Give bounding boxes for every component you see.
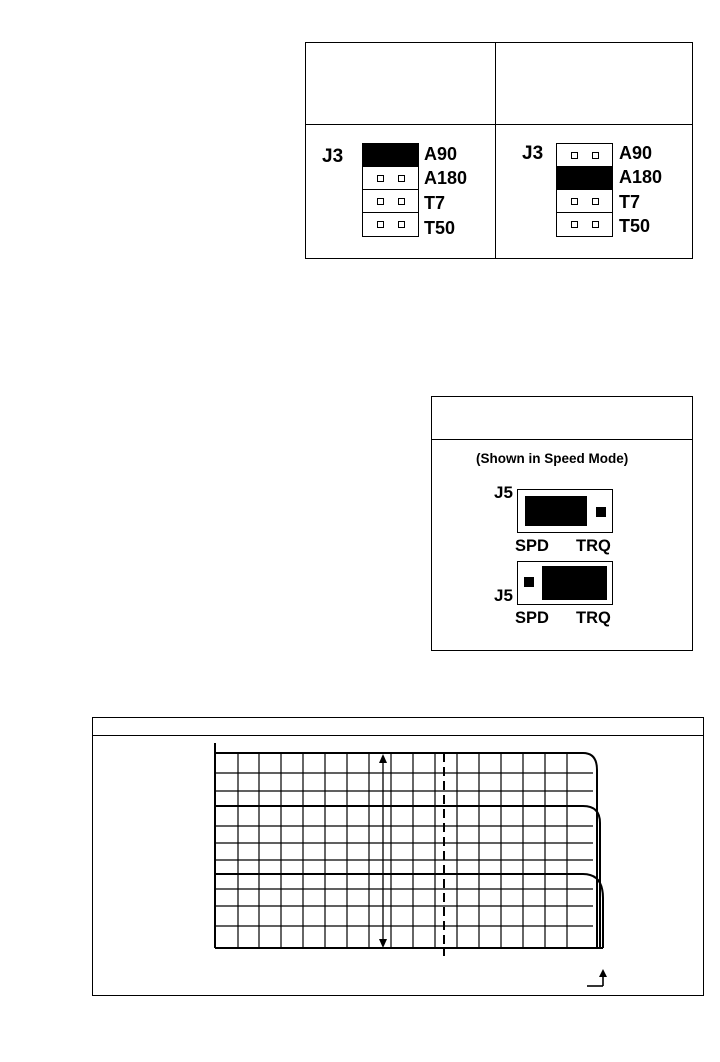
position-label-a90: A90	[619, 143, 653, 163]
j3-label-right: J3	[522, 143, 544, 164]
trq-label-top: TRQ	[576, 537, 611, 555]
pin-icon	[524, 577, 534, 587]
pin-icon	[592, 221, 599, 228]
pin-icon	[571, 152, 578, 159]
pin-icon	[592, 152, 599, 159]
spd-label-bottom: SPD	[515, 609, 549, 627]
spd-label-top: SPD	[515, 537, 549, 555]
position-label-a180: A180	[424, 168, 468, 188]
position-label-a90: A90	[424, 144, 458, 164]
j3-jumper-block-left	[362, 143, 419, 237]
pin-icon	[398, 198, 405, 205]
position-label-t50: T50	[424, 218, 456, 238]
pin-icon	[592, 198, 599, 205]
j3-jumper-table	[305, 42, 693, 259]
pin-icon	[596, 507, 606, 517]
position-label-t7: T7	[424, 193, 446, 213]
pin-icon	[571, 198, 578, 205]
jumper-row-t7	[557, 190, 612, 213]
performance-graph-box	[92, 717, 704, 996]
table-row-divider	[306, 124, 692, 125]
position-label-a180: A180	[619, 167, 663, 187]
box-header-divider	[432, 439, 692, 440]
jumper-row-a90	[557, 144, 612, 167]
jumper-shunt	[542, 566, 607, 600]
trq-label-bottom: TRQ	[576, 609, 611, 627]
grid-horizontal-lines	[215, 773, 593, 926]
j5-jumper-box	[431, 396, 693, 651]
j3-label-left: J3	[322, 146, 344, 167]
curve-middle	[215, 806, 600, 948]
performance-curve-graph	[93, 718, 703, 995]
speed-mode-caption: (Shown in Speed Mode)	[476, 451, 629, 466]
pin-icon	[377, 198, 384, 205]
grid-vertical-lines	[238, 753, 567, 948]
pin-icon	[377, 221, 384, 228]
jumper-row-t7	[363, 190, 418, 213]
j5-jumper-top	[517, 489, 613, 533]
jumper-shunt	[525, 496, 587, 526]
j5-label-top: J5	[494, 483, 513, 502]
position-label-t7: T7	[619, 192, 641, 212]
jumper-row-a90	[363, 144, 418, 167]
pin-icon	[398, 175, 405, 182]
j5-label-bottom: J5	[494, 586, 513, 605]
curve-top	[215, 753, 597, 948]
arrow-head-up-icon	[599, 969, 607, 977]
arrow-head-up-icon	[379, 754, 387, 763]
j3-jumper-block-right	[556, 143, 613, 237]
pin-icon	[377, 175, 384, 182]
j5-jumper-bottom	[517, 561, 613, 605]
pin-icon	[571, 221, 578, 228]
jumper-row-a180	[363, 167, 418, 190]
arrow-head-down-icon	[379, 939, 387, 948]
position-label-t50: T50	[619, 216, 651, 236]
jumper-row-t50	[363, 213, 418, 236]
table-column-divider	[495, 43, 496, 258]
pin-icon	[398, 221, 405, 228]
jumper-row-a180	[557, 167, 612, 190]
jumper-row-t50	[557, 213, 612, 236]
